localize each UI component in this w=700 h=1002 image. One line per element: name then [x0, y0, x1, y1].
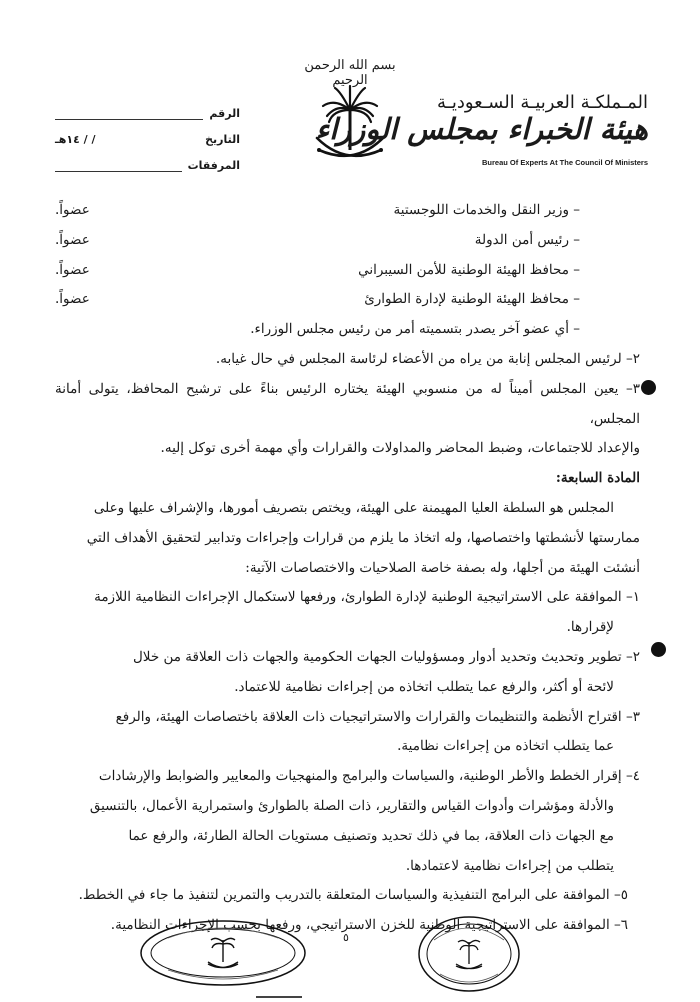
org-name-line1: المـملكـة العربيـة السـعوديـة	[436, 92, 648, 113]
item-1-line1: ١– الموافقة على الاستراتيجية الوطنية لإدارة الطوارئ، ورفعها لاستكمال الإجراءات النظامية اللازمة	[94, 589, 640, 606]
date-row	[55, 120, 240, 146]
attachments-line	[55, 161, 182, 172]
binder-hole-top	[641, 380, 656, 395]
member-name: – محافظ الهيئة الوطنية للأمن السيبراني	[358, 261, 580, 278]
page-number: ٥	[343, 931, 349, 944]
stamp-right	[416, 914, 522, 994]
date-value: / / ١٤هـ	[55, 133, 96, 146]
member-name: – وزير النقل والخدمات اللوجستية	[393, 202, 580, 218]
basmala: بسم الله الرحمن الرحيم	[304, 58, 396, 88]
item-3-line1: ٣– اقتراح الأنظمة والتنظيمات والقرارات والاستراتيجيات ذات العلاقة باختصاصات الهيئة، والرفع	[115, 708, 640, 725]
reference-block	[55, 94, 240, 172]
member-row	[55, 226, 640, 256]
item-6: ٦– الموافقة على الاستراتيجية الوطنية للخزن الاستراتيجي، ورفعها بحسب الإجراءات النظامية.	[110, 917, 628, 934]
page-edge-mark	[256, 996, 302, 1002]
stamp-left	[138, 918, 308, 988]
item-2-line2: لائحة أو أكثر، والرفع عما يتطلب اتخاذه من إجراءات نظامية للاعتماد.	[234, 678, 614, 695]
item-4-line2: والأدلة ومؤشرات وأدوات القياس والتقارير، ذات الصلة بالطوارئ واستمرارية الأعمال، بالتنسيق	[89, 797, 614, 814]
date-label: التاريخ	[205, 133, 240, 146]
article-heading: المادة السابعة:	[555, 470, 640, 487]
item-4-line4: يتطلب من إجراءات نظامية لاعتمادها.	[405, 857, 614, 874]
intro-line3: أنشئت الهيئة من أجلها، وله بصفة خاصة الصلاحيات والاختصاصات الآتية:	[245, 559, 640, 576]
member-role: عضواً.	[55, 291, 90, 308]
attachments-row	[55, 146, 240, 172]
number-row	[55, 94, 240, 120]
attachments-label: المرفقات	[187, 159, 240, 172]
paragraph-3-line2: والإعداد للاجتماعات، وضبط المحاضر والمداولات والقرارات وأي مهمة أخرى توكل إليه.	[160, 440, 640, 457]
member-row	[55, 196, 640, 226]
binder-hole-bottom	[651, 642, 666, 657]
member-name: – رئيس أمن الدولة	[474, 231, 580, 248]
other-member: – أي عضو آخر يصدر بتسميته أمر من رئيس مجلس الوزراء.	[250, 321, 580, 338]
document-body	[55, 196, 640, 941]
item-1-line2: لإقرارها.	[566, 619, 614, 636]
item-5: ٥– الموافقة على البرامج التنفيذية والسياسات المتعلقة بالتدريب والتمرين لتنفيذ ما جاء في الخطط.	[78, 887, 628, 904]
paragraph-3-line1: ٣– يعين المجلس أميناً له من منسوبي الهيئة يختاره الرئيس بناءً على ترشيح المحافظ، يتولى أمانة المجلس،	[55, 380, 640, 427]
item-4-line1: ٤– إقرار الخطط والأطر الوطنية، والسياسات والبرامج والمنهجيات والمعايير والضوابط والإرشادات	[98, 768, 640, 785]
member-role: عضواً.	[55, 231, 90, 248]
intro-line1: المجلس هو السلطة العليا المهيمنة على الهيئة، ويختص بتصريف أمورها، والإشراف عليها وعلى	[93, 499, 614, 516]
member-role: عضواً.	[55, 202, 90, 218]
paragraph-2: ٢– لرئيس المجلس إنابة من يراه من الأعضاء لرئاسة المجلس في حال غيابه.	[215, 350, 640, 367]
item-4-line3: مع الجهات ذات العلاقة، بما في ذلك تحديد وتصنيف مستويات الحالة الطارئة، والرفع عما	[128, 827, 614, 844]
member-row	[55, 285, 640, 315]
intro-line2: ممارستها لأنشطتها واختصاصها، وله اتخاذ ما يلزم من قرارات وإجراءات وتدابير لتحقيق الأهداف التي	[86, 529, 640, 546]
number-line	[55, 109, 203, 120]
org-name-english: Bureau Of Experts At The Council Of Ministers	[482, 158, 648, 167]
member-row	[55, 256, 640, 286]
number-label: الرقم	[209, 107, 240, 120]
item-2-line1: ٢– تطوير وتحديث وتحديد أدوار ومسؤوليات الجهات الحكومية والجهات ذات العلاقة من خلال	[132, 648, 640, 665]
member-name: – محافظ الهيئة الوطنية لإدارة الطوارئ	[364, 291, 580, 308]
member-role: عضواً.	[55, 261, 90, 278]
org-name-line2: هيئة الخبراء بمجلس الوزراء	[315, 112, 648, 146]
item-3-line2: عما يتطلب اتخاذه من إجراءات نظامية.	[397, 738, 614, 755]
